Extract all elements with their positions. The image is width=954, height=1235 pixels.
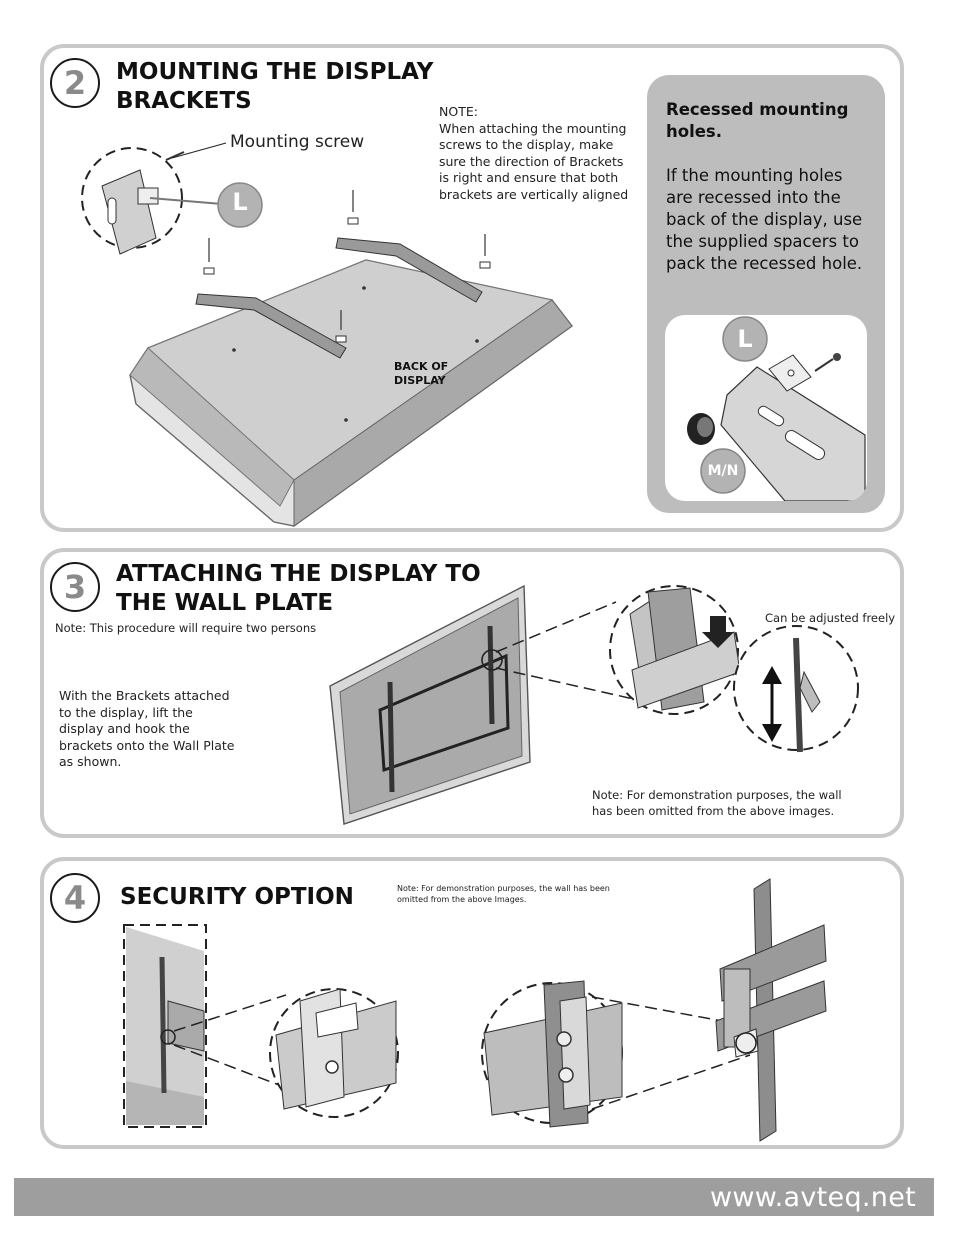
spacer-detail-illustration bbox=[665, 315, 867, 501]
footer-url: www.avteq.net bbox=[709, 1182, 916, 1213]
sidebar-text: If the mounting holes are recessed into the back of the display, use the supplied spacers to pack the recessed hole. bbox=[666, 166, 863, 273]
mounting-note: NOTE: When attaching the mounting screws to the display, make sure the direction of Brackets is right and ensure that both brackets are vertically aligned bbox=[439, 104, 629, 202]
step-number: 3 bbox=[63, 568, 87, 606]
adjust-freely-label: Can be adjusted freely bbox=[765, 611, 896, 625]
spacer-diagram bbox=[665, 315, 867, 501]
section-title: SECURITY OPTION bbox=[120, 884, 354, 910]
title-line: MOUNTING THE DISPLAY bbox=[116, 59, 434, 85]
title-line: BRACKETS bbox=[116, 88, 252, 114]
demo-note: Note: For demonstration purposes, the wall has been omitted from the above images. bbox=[592, 788, 842, 818]
mounting-screw-label: Mounting screw bbox=[230, 132, 365, 152]
section-title: ATTACHING THE DISPLAY TO THE WALL PLATE bbox=[116, 561, 481, 616]
instruction-text: With the Brackets attached to the display, lift the display and hook the brackets onto the Wall Plate as shown. bbox=[59, 688, 235, 769]
step-number: 2 bbox=[63, 64, 87, 102]
sidebar-l-badge: L bbox=[737, 325, 753, 353]
callout-l-badge: L bbox=[232, 188, 248, 216]
display-back-illustration bbox=[44, 48, 644, 528]
demo-note: Note: For demonstration purposes, the wall has been omitted from the above Images. bbox=[397, 884, 610, 904]
step-3-panel bbox=[40, 548, 904, 838]
back-of-display-label: BACK OF DISPLAY bbox=[394, 360, 449, 387]
footer-bar bbox=[14, 1178, 934, 1216]
security-option-illustration bbox=[44, 861, 864, 1146]
step-2-panel bbox=[40, 44, 904, 532]
step-4-panel bbox=[40, 857, 904, 1149]
sidebar-title: Recessed mounting holes. bbox=[666, 100, 849, 141]
recessed-holes-sidebar bbox=[647, 75, 885, 513]
step-number: 4 bbox=[63, 879, 87, 917]
sidebar-mn-badge: M/N bbox=[707, 463, 739, 479]
two-persons-note: Note: This procedure will require two persons bbox=[55, 621, 317, 635]
